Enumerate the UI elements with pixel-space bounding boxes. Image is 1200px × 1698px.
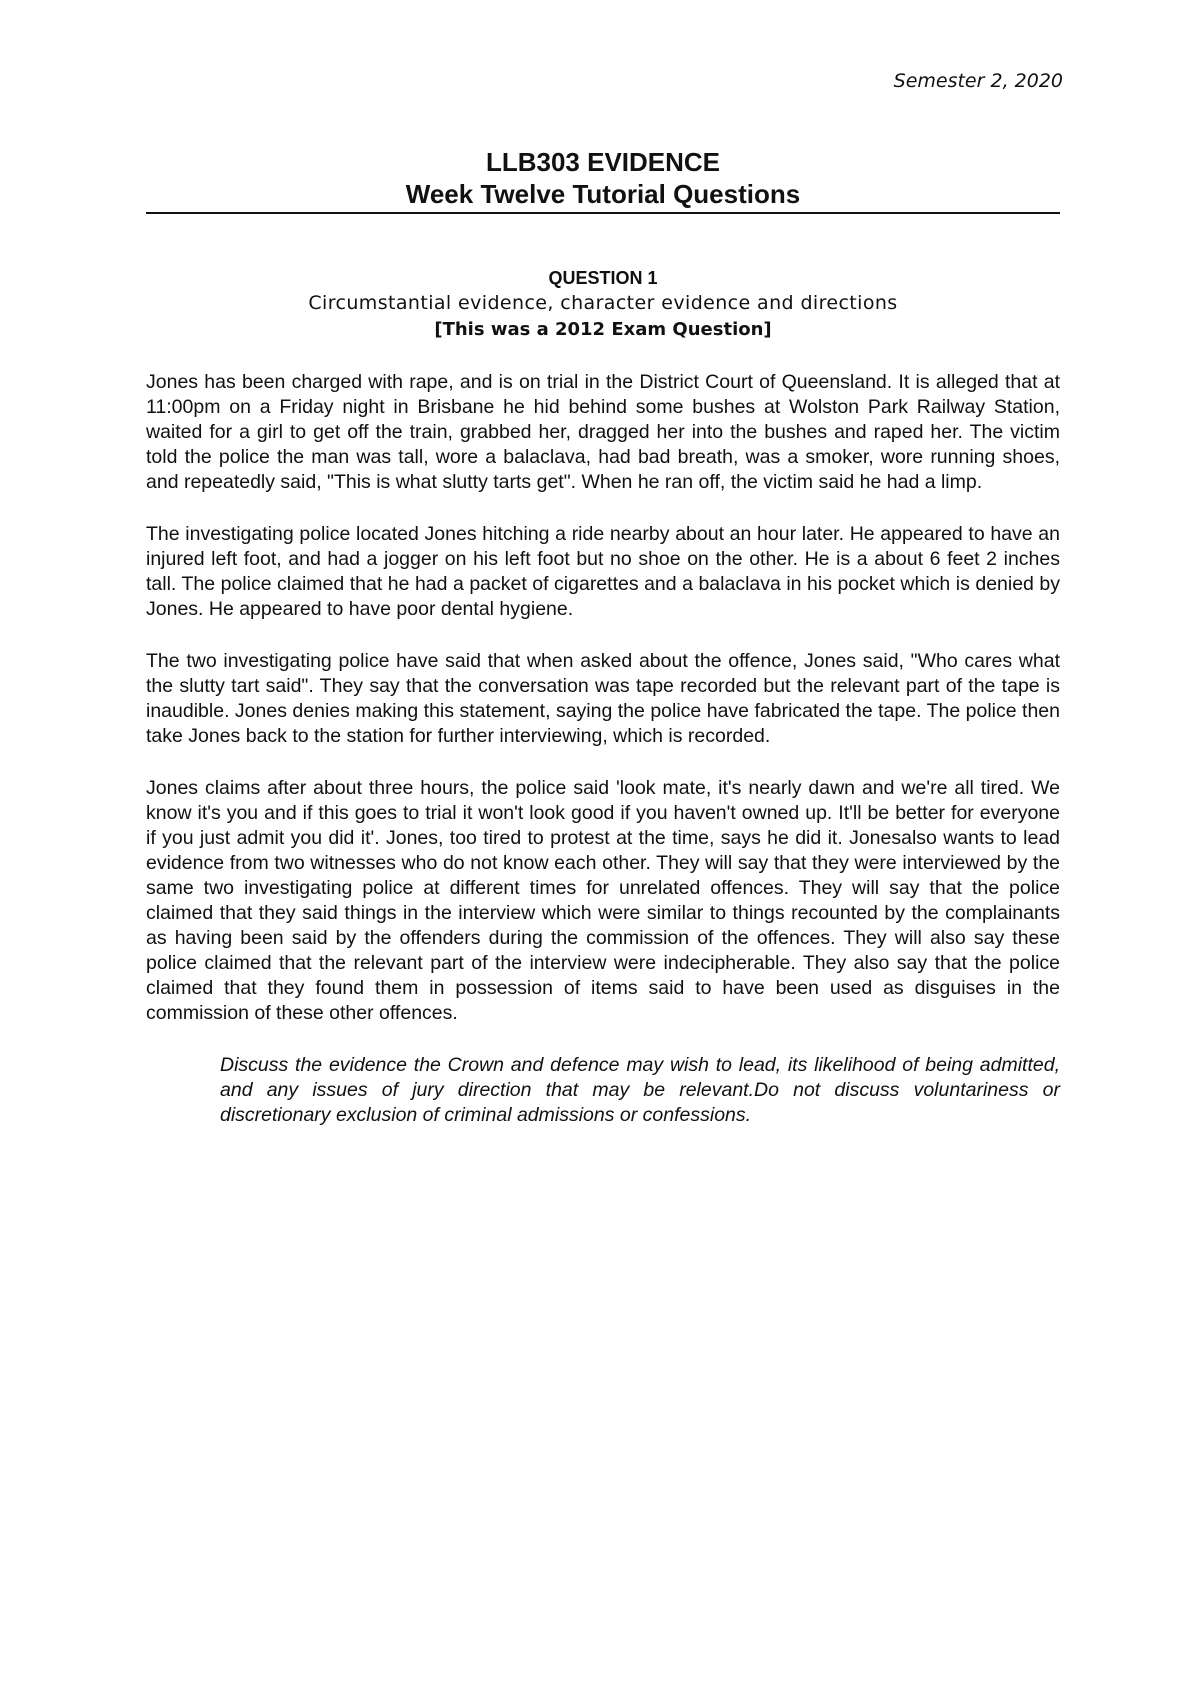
course-title: LLB303 EVIDENCE — [485, 147, 721, 177]
week-title: Week Twelve Tutorial Questions — [405, 179, 801, 209]
question-number: QUESTION 1 — [548, 268, 658, 288]
exam-note: [This was a 2012 Exam Question] — [434, 319, 772, 340]
document-header — [146, 146, 1060, 210]
question-heading — [146, 266, 1060, 343]
question-topic: Circumstantial evidence, character evidence and directions — [308, 292, 898, 314]
paragraph: The investigating police located Jones hitching a ride nearby about an hour later. He appeared to have an injured left foot, and had a jogger on his left foot but no shoe on the other. He is a about 6 feet 2 inches tall. The police claimed that he had a packet of cigarettes and a balaclava in his pocket which is denied by Jones. He appeared to have poor dental hygiene. — [146, 523, 1060, 620]
task-instruction: Discuss the evidence the Crown and defence may wish to lead, its likelihood of being admitted, and any issues of jury direction that may be relevant.Do not discuss voluntariness or discretionary exclusion of criminal admissions or confessions. — [220, 1054, 1060, 1126]
paragraph: The two investigating police have said that when asked about the offence, Jones said, "Who cares what the slutty tart said". They say that the conversation was tape recorded but the relevant part of the tape is inaudible. Jones denies making this statement, saying the police have fabricated the tape. The police then take Jones back to the station for further interviewing, which is recorded. — [146, 650, 1060, 747]
paragraph: Jones claims after about three hours, the police said 'look mate, it's nearly dawn and we're all tired. We know it's you and if this goes to trial it won't look good if you haven't owned up. It'll be better for everyone if you just admit you did it'. Jones, too tired to protest at the time, says he did it. Jonesalso wants to lead evidence from two witnesses who do not know each other. They will say that they were interviewed by the same two investigating police at different times for unrelated offences. They will say that the police claimed that they said things in the interview which were similar to things recounted by the complainants as having been said by the offenders during the commission of the offences. They will also say these police claimed that the relevant part of the interview were indecipherable. They also say that the police claimed that they found them in possession of items said to have been used as disguises in the commission of these other offences. — [146, 777, 1060, 1024]
header-divider — [146, 212, 1060, 214]
question-body — [146, 370, 1060, 1128]
semester-label: Semester 2, 2020 — [893, 70, 1063, 92]
paragraph: Jones has been charged with rape, and is on trial in the District Court of Queensland. It is alleged that at 11:00pm on a Friday night in Brisbane he hid behind some bushes at Wolston Park Railway Station, waited for a girl to get off the train, grabbed her, dragged her into the bushes and raped her. The victim told the police the man was tall, wore a balaclava, had bad breath, was a smoker, wore running shoes, and repeatedly said, "This is what slutty tarts get". When he ran off, the victim said he had a limp. — [146, 371, 1060, 493]
